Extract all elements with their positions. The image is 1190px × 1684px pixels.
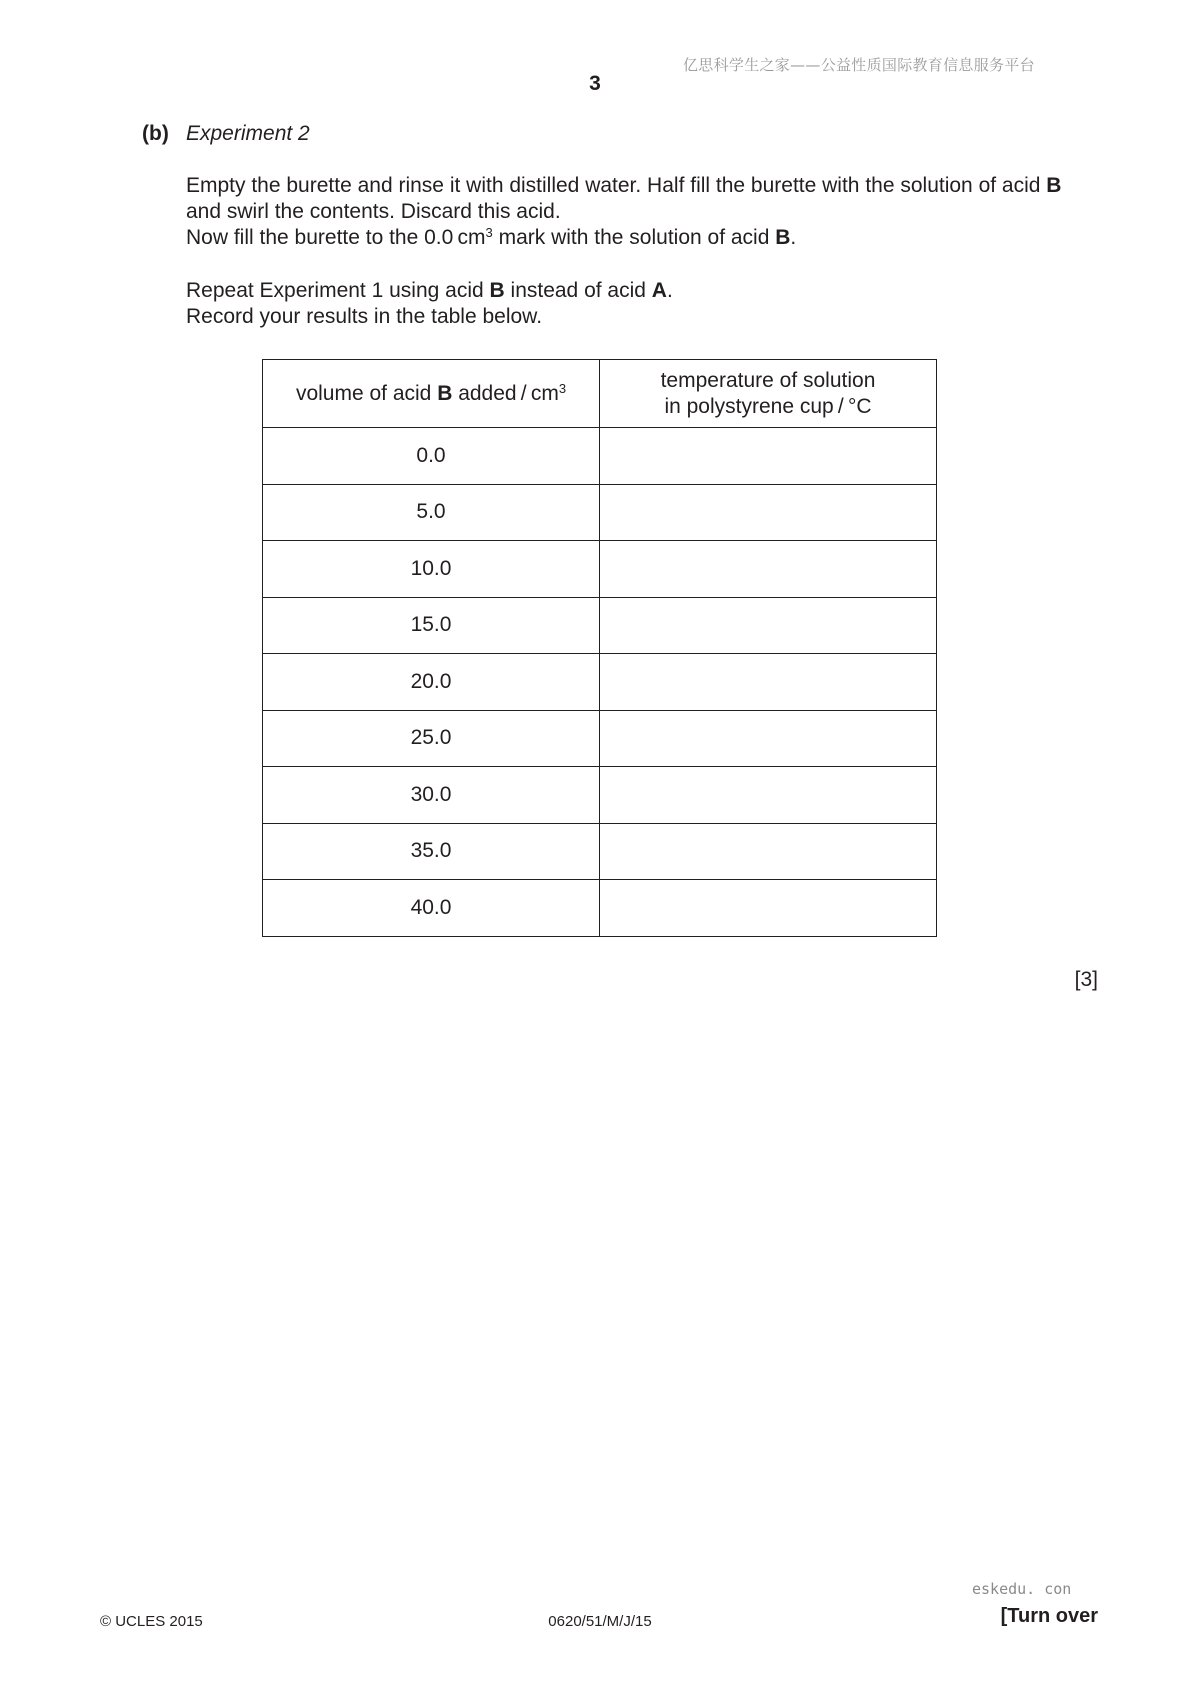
footer-watermark: eskedu. con bbox=[972, 1580, 1072, 1598]
table-header-row bbox=[263, 360, 937, 428]
table-row bbox=[263, 880, 937, 937]
volume-cell: 5.0 bbox=[263, 484, 600, 541]
table-row bbox=[263, 484, 937, 541]
table-row bbox=[263, 710, 937, 767]
temperature-cell[interactable] bbox=[600, 767, 937, 824]
temperature-cell[interactable] bbox=[600, 484, 937, 541]
volume-cell: 35.0 bbox=[263, 823, 600, 880]
part-label: (b) bbox=[142, 122, 169, 145]
instruction-line: Repeat Experiment 1 using acid B instead of acid A. bbox=[186, 279, 673, 302]
volume-column-header: volume of acid B added / $cm^3$ bbox=[263, 360, 600, 428]
turn-over-note: [Turn over bbox=[1000, 1605, 1098, 1627]
temperature-cell[interactable] bbox=[600, 880, 937, 937]
part-title: Experiment 2 bbox=[186, 122, 310, 145]
volume-cell: 40.0 bbox=[263, 880, 600, 937]
temperature-cell[interactable] bbox=[600, 541, 937, 598]
volume-cell: 10.0 bbox=[263, 541, 600, 598]
volume-cell: 20.0 bbox=[263, 654, 600, 711]
volume-cell: 0.0 bbox=[263, 428, 600, 485]
instruction-line: and swirl the contents. Discard this acid. bbox=[186, 200, 561, 223]
instruction-line: Empty the burette and rinse it with distilled water. Half fill the burette with the solution of acid B bbox=[186, 174, 1062, 197]
table-row bbox=[263, 541, 937, 598]
header-watermark: 亿思科学生之家——公益性质国际教育信息服务平台 bbox=[683, 56, 1035, 74]
marks-allocation: [3] bbox=[1074, 968, 1098, 991]
temperature-cell[interactable] bbox=[600, 597, 937, 654]
instruction-line: Record your results in the table below. bbox=[186, 305, 543, 328]
volume-cell: 15.0 bbox=[263, 597, 600, 654]
paper-code: 0620/51/M/J/15 bbox=[548, 1613, 652, 1630]
instruction-paragraph-2 bbox=[186, 278, 673, 330]
instruction-line: Now fill the burette to the 0.0 $cm^3$ mark with the solution of acid B. bbox=[186, 225, 797, 249]
table-row bbox=[263, 597, 937, 654]
table-row bbox=[263, 823, 937, 880]
temperature-cell[interactable] bbox=[600, 428, 937, 485]
temperature-column-header: temperature of solution in polystyrene cup / °C bbox=[600, 360, 937, 428]
table-row bbox=[263, 428, 937, 485]
page-number: 3 bbox=[589, 72, 601, 95]
temperature-cell[interactable] bbox=[600, 710, 937, 767]
temperature-cell[interactable] bbox=[600, 823, 937, 880]
volume-cell: 25.0 bbox=[263, 710, 600, 767]
temperature-cell[interactable] bbox=[600, 654, 937, 711]
volume-cell: 30.0 bbox=[263, 767, 600, 824]
table-row bbox=[263, 654, 937, 711]
table-row bbox=[263, 767, 937, 824]
results-table bbox=[262, 359, 937, 937]
copyright-notice: © UCLES 2015 bbox=[100, 1613, 203, 1630]
instruction-paragraph-1 bbox=[186, 173, 1061, 251]
